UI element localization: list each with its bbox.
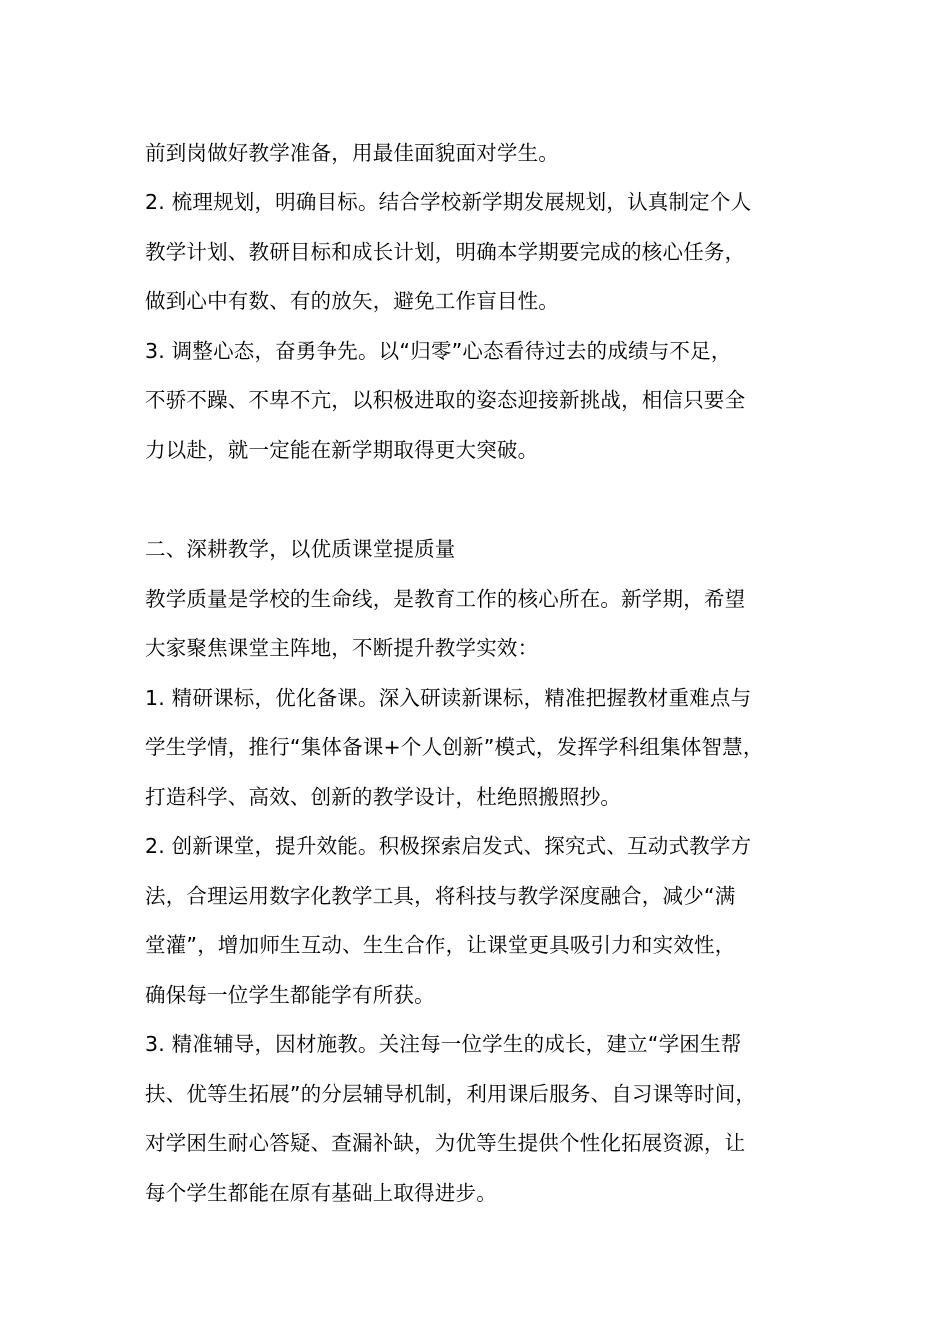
paragraph-line: 每个学生都能在原有基础上取得进步。 (145, 1181, 497, 1205)
paragraph-line: 3. 调整心态，奋勇争先。以“归零”心态看待过去的成绩与不足， (145, 339, 732, 363)
paragraph-line: 大家聚焦课堂主阵地，不断提升教学实效： (145, 636, 539, 660)
paragraph-line: 法，合理运用数字化教学工具，将科技与教学深度融合，减少“满 (145, 884, 736, 908)
paragraph-line: 对学困生耐心答疑、查漏补缺，为优等生提供个性化拓展资源，让 (145, 1131, 746, 1155)
paragraph-line: 前到岗做好教学准备，用最佳面貌面对学生。 (145, 141, 559, 165)
paragraph-line: 2. 梳理规划，明确目标。结合学校新学期发展规划，认真制定个人 (145, 190, 752, 214)
paragraph-line: 打造科学、高效、创新的教学设计，杜绝照搬照抄。 (145, 785, 622, 809)
paragraph-line: 学生学情，推行“集体备课+个人创新”模式，发挥学科组集体智慧， (145, 735, 764, 759)
paragraph-line: 扶、优等生拓展”的分层辅导机制，利用课后服务、自习课等时间， (145, 1082, 757, 1106)
paragraph-line: 做到心中有数、有的放矢，避免工作盲目性。 (145, 289, 559, 313)
paragraph-line: 2. 创新课堂，提升效能。积极探索启发式、探究式、互动式教学方 (145, 834, 752, 858)
paragraph-line: 力以赴，就一定能在新学期取得更大突破。 (145, 438, 539, 462)
paragraph-line: 教学质量是学校的生命线，是教育工作的核心所在。新学期，希望 (145, 587, 746, 611)
paragraph-line: 3. 精准辅导，因材施教。关注每一位学生的成长，建立“学困生帮 (145, 1032, 742, 1056)
paragraph-line: 教学计划、教研目标和成长计划，明确本学期要完成的核心任务， (145, 240, 746, 264)
paragraph-line: 1. 精研课标，优化备课。深入研读新课标，精准把握教材重难点与 (145, 686, 752, 710)
section-heading: 二、深耕教学，以优质课堂提质量 (145, 537, 456, 561)
paragraph-line: 不骄不躁、不卑不亢，以积极进取的姿态迎接新挑战，相信只要全 (145, 388, 746, 412)
paragraph-line: 确保每一位学生都能学有所获。 (145, 983, 435, 1007)
paragraph-line: 堂灌”，增加师生互动、生生合作，让课堂更具吸引力和实效性， (145, 933, 736, 957)
